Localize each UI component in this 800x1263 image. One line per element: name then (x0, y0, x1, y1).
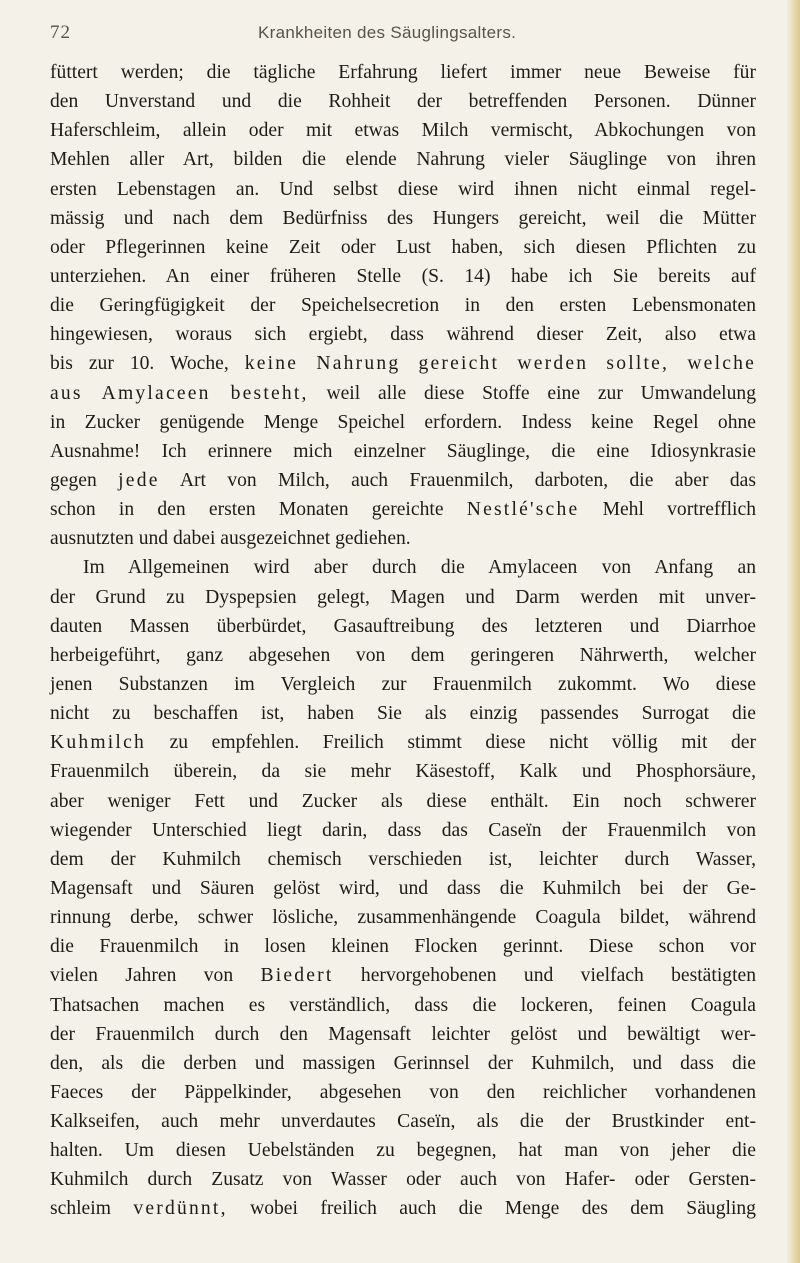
text-line (50, 466, 756, 495)
text-line: jenen Substanzen im Vergleich zur Frauenmilch zukommt. Wo diese (50, 673, 756, 695)
spaced-emphasis: jede (118, 469, 160, 491)
text-run: weil alle diese Stoffe eine zur Umwandelung (326, 382, 756, 404)
running-title: Krankheiten des Säuglingsalters. (258, 23, 517, 42)
text-line: den, als die derben und massigen Gerinnsel der Kuhmilch, und dass die (50, 1052, 756, 1074)
text-line: in Zucker genügende Menge Speichel erfordern. Indess keine Regel ohne (50, 411, 756, 433)
text-line: Magensaft und Säuren gelöst wird, und dass die Kuhmilch bei der Ge- (50, 877, 756, 899)
text-run: schon in den ersten Monaten gereichte (50, 499, 444, 521)
text-line (50, 1194, 756, 1223)
text-line (50, 349, 756, 378)
text-run: gegen (50, 469, 97, 491)
text-line: mässig und nach dem Bedürfniss des Hungers gereicht, weil die Mütter (50, 207, 756, 229)
text-run: zu empfehlen. Freilich stimmt diese nicht völlig mit der (169, 732, 756, 754)
page-header (50, 22, 750, 52)
text-line: Kuhmilch durch Zusatz von Wasser oder auch von Hafer- oder Gersten- (50, 1169, 756, 1191)
text-line: den Unverstand und die Rohheit der betreffenden Personen. Dünner (50, 91, 756, 113)
body-text (50, 58, 756, 1224)
text-line: Faeces der Päppelkinder, abgesehen von den reichlicher vorhandenen (50, 1081, 756, 1103)
text-run: wobei freilich auch die Menge des dem Säugling (250, 1198, 756, 1220)
text-run: vielen Jahren von (50, 965, 234, 987)
text-line: ausnutzten und dabei ausgezeichnet gediehen. (50, 528, 411, 550)
text-run: hervorgehobenen und vielfach bestätigten (360, 965, 757, 987)
text-line: rinnung derbe, schwer lösliche, zusammenhängende Coagula bildet, während (50, 907, 756, 929)
text-line: füttert werden; die tägliche Erfahrung liefert immer neue Beweise für (50, 62, 756, 83)
text-line: Frauenmilch überein, da sie mehr Käsestoff, Kalk und Phosphorsäure, (50, 761, 756, 783)
text-line: Ausnahme! Ich erinnere mich einzelner Säuglinge, die eine Idiosynkrasie (50, 440, 756, 462)
spaced-emphasis: Biedert (260, 965, 334, 987)
spaced-emphasis: verdünnt, (133, 1198, 228, 1220)
text-line: oder Pflegerinnen keine Zeit oder Lust haben, sich diesen Pflichten zu (50, 236, 756, 258)
text-line: herbeigeführt, ganz abgesehen von dem geringeren Nährwerth, welcher (50, 644, 756, 666)
text-line: Im Allgemeinen wird aber durch die Amylaceen von Anfang an (83, 557, 756, 579)
page-edge (786, 0, 800, 1263)
text-line: dauten Massen überbürdet, Gasauftreibung des letzteren und Diarrhoe (50, 615, 756, 637)
text-line: Haferschleim, allein oder mit etwas Milch vermischt, Abkochungen von (50, 120, 756, 142)
text-line: aber weniger Fett und Zucker als diese enthält. Ein noch schwerer (50, 790, 756, 812)
spaced-emphasis: Kuhmilch (50, 732, 146, 754)
text-line (50, 495, 756, 524)
text-line: die Geringfügigkeit der Speichelsecretion in den ersten Lebensmonaten (50, 295, 756, 317)
text-line: Mehlen aller Art, bilden die elende Nahrung vieler Säuglinge von ihren (50, 149, 756, 171)
text-run: schleim (50, 1198, 111, 1220)
text-run: Mehl vortrefflich (602, 499, 756, 521)
text-line: der Frauenmilch durch den Magensaft leichter gelöst und bewältigt wer- (50, 1023, 756, 1045)
text-line: wiegender Unterschied liegt darin, dass das Caseïn der Frauenmilch von (50, 819, 756, 841)
text-line: Kalkseifen, auch mehr unverdautes Caseïn, als die der Brustkinder ent- (50, 1111, 756, 1133)
text-line: die Frauenmilch in losen kleinen Flocken gerinnt. Diese schon vor (50, 936, 756, 958)
text-line (50, 728, 756, 757)
text-line (50, 379, 756, 408)
spaced-emphasis: aus Amylaceen besteht, (50, 382, 309, 404)
spaced-emphasis: keine Nahrung gereicht werden sollte, welche (244, 353, 757, 375)
text-line: Thatsachen machen es verständlich, dass die lockeren, feinen Coagula (50, 994, 756, 1016)
text-line: ersten Lebenstagen an. Und selbst diese wird ihnen nicht einmal regel- (50, 178, 756, 200)
page-number: 72 (50, 22, 71, 43)
spaced-emphasis: Nestlé'sche (466, 499, 580, 521)
text-line: dem der Kuhmilch chemisch verschieden ist, leichter durch Wasser, (50, 848, 756, 870)
text-line (50, 961, 756, 990)
text-line: hingewiesen, woraus sich ergiebt, dass während dieser Zeit, also etwa (50, 324, 756, 346)
text-line: nicht zu beschaffen ist, haben Sie als einzig passendes Surrogat die (50, 703, 756, 725)
text-line: unterziehen. An einer früheren Stelle (S. 14) habe ich Sie bereits auf (50, 265, 756, 287)
text-line: der Grund zu Dyspepsien gelegt, Magen und Darm werden mit unver- (50, 586, 756, 608)
text-run: bis zur 10. Woche, (50, 353, 229, 375)
text-line: halten. Um diesen Uebelständen zu begegnen, hat man von jeher die (50, 1140, 756, 1162)
text-run: Art von Milch, auch Frauenmilch, darboten, die aber das (179, 469, 756, 491)
